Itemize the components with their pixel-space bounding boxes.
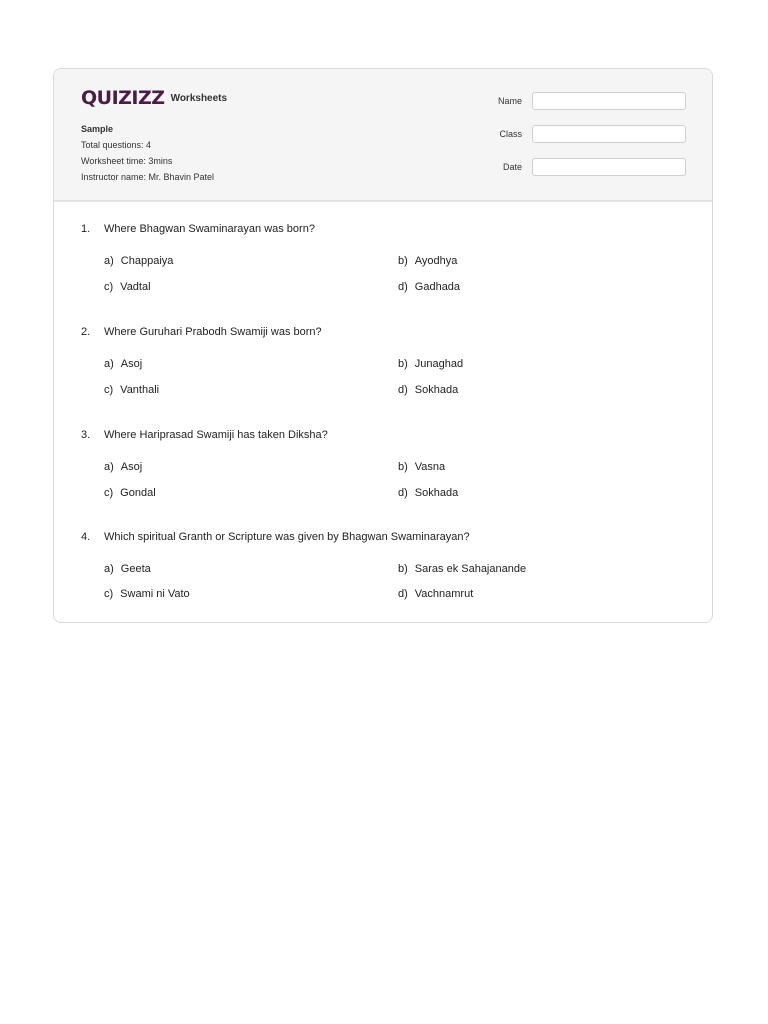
- option-letter: c): [104, 487, 114, 499]
- option-text: Vasna: [414, 461, 446, 473]
- total-questions: Total questions: 4: [81, 140, 152, 150]
- question-number: 2.: [81, 326, 91, 338]
- option-text: Saras ek Sahajanande: [414, 563, 527, 575]
- option-letter: d): [398, 588, 408, 600]
- date-label: Date: [502, 162, 522, 172]
- answer-option: [104, 384, 159, 396]
- option-text: Junaghad: [414, 358, 464, 370]
- option-text: Geeta: [120, 563, 151, 575]
- answer-option: [398, 563, 526, 575]
- answer-option: [398, 461, 445, 473]
- option-letter: a): [104, 255, 114, 267]
- option-letter: c): [104, 384, 114, 396]
- option-letter: d): [398, 281, 408, 293]
- quizizz-logo: [81, 87, 227, 109]
- answer-option: [398, 358, 463, 370]
- option-text: Asoj: [120, 461, 143, 473]
- answer-option: [398, 281, 460, 293]
- date-field[interactable]: [532, 158, 686, 176]
- answer-option: [398, 487, 458, 499]
- question-number: 1.: [81, 223, 91, 235]
- question-number: 4.: [81, 531, 91, 543]
- option-letter: a): [104, 358, 114, 370]
- worksheet-page: [53, 68, 713, 623]
- logo-product-label: Worksheets: [170, 93, 228, 104]
- option-text: Asoj: [120, 358, 143, 370]
- option-text: Vanthali: [120, 384, 160, 396]
- worksheet-time: Worksheet time: 3mins: [81, 156, 173, 166]
- option-letter: d): [398, 487, 408, 499]
- option-letter: d): [398, 384, 408, 396]
- name-field[interactable]: [532, 92, 686, 110]
- option-letter: a): [104, 461, 114, 473]
- worksheet-meta: [81, 121, 214, 185]
- answer-option: [104, 358, 142, 370]
- answer-option: [104, 563, 151, 575]
- answer-option: [104, 487, 156, 499]
- option-text: Sokhada: [414, 487, 459, 499]
- option-letter: c): [104, 281, 114, 293]
- class-label: Class: [499, 129, 522, 139]
- option-letter: b): [398, 563, 408, 575]
- worksheet-header: [54, 69, 712, 202]
- option-text: Swami ni Vato: [120, 588, 190, 600]
- answer-option: [104, 281, 151, 293]
- option-text: Gadhada: [414, 281, 461, 293]
- option-letter: b): [398, 255, 408, 267]
- answer-option: [104, 588, 190, 600]
- option-letter: a): [104, 563, 114, 575]
- logo-wordmark: QUIZIZZ: [81, 87, 165, 109]
- class-field[interactable]: [532, 125, 686, 143]
- question-text: Where Guruhari Prabodh Swamiji was born?: [104, 326, 322, 338]
- option-text: Vadtal: [120, 281, 151, 293]
- question-number: 3.: [81, 429, 91, 441]
- answer-option: [104, 255, 173, 267]
- option-letter: b): [398, 461, 408, 473]
- question-text: Where Hariprasad Swamiji has taken Diksha?: [104, 429, 328, 441]
- answer-option: [104, 461, 142, 473]
- option-text: Vachnamrut: [414, 588, 474, 600]
- option-text: Gondal: [120, 487, 156, 499]
- worksheet-title: Sample: [81, 124, 114, 134]
- name-label: Name: [497, 96, 522, 106]
- option-text: Chappaiya: [120, 255, 174, 267]
- question-text: Which spiritual Granth or Scripture was given by Bhagwan Swaminarayan?: [104, 531, 470, 543]
- option-letter: c): [104, 588, 114, 600]
- question-text: Where Bhagwan Swaminarayan was born?: [104, 223, 315, 235]
- answer-option: [398, 255, 457, 267]
- instructor-name: Instructor name: Mr. Bhavin Patel: [81, 172, 215, 182]
- answer-option: [398, 588, 473, 600]
- option-text: Ayodhya: [414, 255, 458, 267]
- option-letter: b): [398, 358, 408, 370]
- answer-option: [398, 384, 458, 396]
- option-text: Sokhada: [414, 384, 459, 396]
